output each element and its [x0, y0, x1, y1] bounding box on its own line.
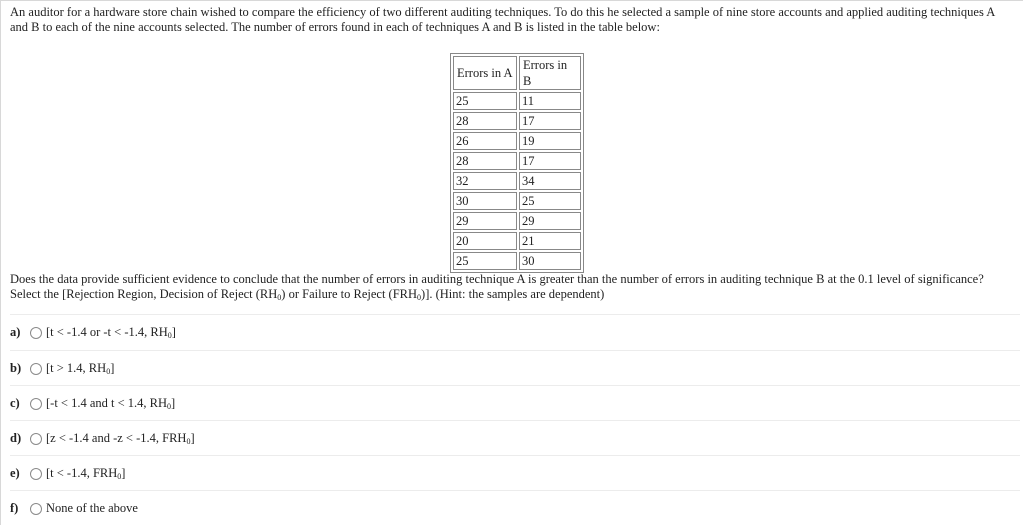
table-header-row	[453, 56, 581, 90]
option-text: [-t < 1.4 and t < 1.4, $RH_0$]	[46, 396, 176, 411]
option-letter: f)	[10, 501, 19, 515]
option-d[interactable]	[10, 420, 1020, 456]
cell-b: 25	[519, 192, 581, 210]
table-row	[453, 112, 581, 130]
option-b[interactable]	[10, 350, 1020, 386]
table-row	[453, 132, 581, 150]
question-text-3: )]. (Hint: the samples are dependent)	[421, 287, 605, 301]
table-row	[453, 152, 581, 170]
problem-question	[10, 272, 1010, 305]
cell-a: 28	[453, 152, 517, 170]
option-letter: d)	[10, 431, 22, 445]
table-row	[453, 92, 581, 110]
option-letter: b)	[10, 361, 22, 375]
cell-a: 29	[453, 212, 517, 230]
option-f[interactable]	[10, 490, 1020, 526]
cell-b: 19	[519, 132, 581, 150]
radio-button-e[interactable]	[30, 468, 42, 480]
cell-b: 34	[519, 172, 581, 190]
table-row	[453, 172, 581, 190]
option-letter: a)	[10, 325, 21, 339]
cell-a: 20	[453, 232, 517, 250]
radio-button-b[interactable]	[30, 363, 42, 375]
radio-button-d[interactable]	[30, 433, 42, 445]
table-row	[453, 252, 581, 270]
table-row	[453, 212, 581, 230]
option-letter: c)	[10, 396, 20, 410]
cell-a: 26	[453, 132, 517, 150]
question-text-1: Does the data provide sufficient evidence to conclude that the number of errors in auditing technique A is greater than the number of errors in auditing technique B at the 0.1 level of significance? Select the [Rejection Region, Decision of Reject (RH	[10, 272, 984, 301]
cell-b: 21	[519, 232, 581, 250]
cell-a: 25	[453, 92, 517, 110]
cell-b: 17	[519, 152, 581, 170]
header-errors-a: Errors in A	[453, 56, 517, 90]
option-text: None of the above	[46, 501, 138, 515]
question-sub-1: 0	[277, 293, 282, 302]
option-letter: e)	[10, 466, 20, 480]
cell-a: 25	[453, 252, 517, 270]
radio-button-f[interactable]	[30, 503, 42, 515]
cell-b: 17	[519, 112, 581, 130]
problem-intro: An auditor for a hardware store chain wished to compare the efficiency of two different auditing techniques. To do this he selected a sample of nine store accounts and applied auditing techniques A and B to each of the nine accounts selected. The number of errors found in each of techniques A and B is listed in the table below:	[10, 5, 995, 34]
cell-a: 30	[453, 192, 517, 210]
option-e[interactable]	[10, 455, 1020, 491]
cell-b: 29	[519, 212, 581, 230]
errors-table	[450, 53, 584, 273]
table-row	[453, 232, 581, 250]
table-row	[453, 192, 581, 210]
option-text: [t < -1.4 or -t < -1.4, $RH_0$]	[46, 325, 176, 340]
cell-a: 32	[453, 172, 517, 190]
option-text: [t > 1.4, $RH_0$]	[46, 361, 115, 376]
option-c[interactable]	[10, 385, 1020, 421]
cell-b: 11	[519, 92, 581, 110]
option-a[interactable]	[10, 314, 1020, 350]
option-text: [t < -1.4, $FRH_0$]	[46, 466, 126, 481]
question-text-2: ) or Failure to Reject (FRH	[281, 287, 418, 301]
radio-button-a[interactable]	[30, 327, 42, 339]
option-text: [z < -1.4 and -z < -1.4, $FRH_0$]	[46, 431, 195, 446]
cell-b: 30	[519, 252, 581, 270]
cell-a: 28	[453, 112, 517, 130]
header-errors-b: Errors in B	[519, 56, 581, 90]
radio-button-c[interactable]	[30, 398, 42, 410]
question-sub-2: 0	[417, 293, 422, 302]
